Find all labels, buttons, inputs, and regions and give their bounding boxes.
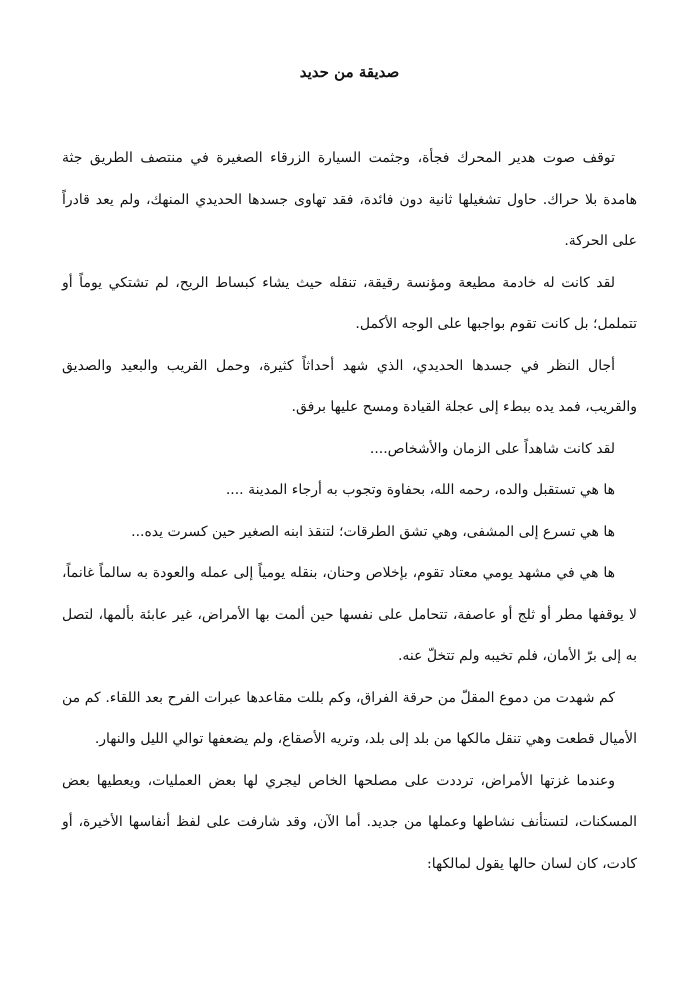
paragraph: لقد كانت له خادمة مطيعة ومؤنسة رقيقة، تنقله حيث يشاء كبساط الريح، لم تشتكي يوماً أو تتململ؛ بل كانت تقوم بواجبها على الوجه الأكمل.: [62, 274, 637, 332]
paragraph: ها هي في مشهد يومي معتاد تقوم، بإخلاص وحنان، بنقله يومياً إلى عمله والعودة به سالماً غانماً، لا يوقفها مطر أو ثلج أو عاصفة، تتحامل على نفسها حين ألمت بها الأمراض، غير عابئة بألمها، لتصل به إلى برّ الأمان، فلم تخيبه ولم تتخلّ عنه.: [62, 565, 637, 664]
page-title: صديقة من حديد: [299, 63, 400, 81]
paragraph: وعندما غزتها الأمراض، ترددت على مصلحها الخاص ليجري لها بعض العمليات، ويعطيها بعض المسكنات، لتستأنف نشاطها وعملها من جديد. أما الآن، وقد شارفت على لفظ أنفاسها الأخيرة، أو كادت، كان لسان حالها يقول لمالكها:: [62, 772, 637, 872]
paragraph: لقد كانت شاهداً على الزمان والأشخاص....: [369, 440, 615, 457]
paragraph: ها هي تستقبل والده، رحمه الله، بحفاوة وتجوب به أرجاء المدينة ....: [225, 482, 615, 498]
paragraph: أجال النظر في جسدها الحديدي، الذي شهد أحداثاً كثيرة، وحمل القريب والبعيد والصديق والقريب، فمد يده ببطء إلى عجلة القيادة ومسح عليها برفق.: [62, 357, 637, 415]
paragraph: توقف صوت هدير المحرك فجأة، وجثمت السيارة الزرقاء الصغيرة في منتصف الطريق جثة هامدة بلا حراك. حاول تشغيلها ثانية دون فائدة، فقد تهاوى جسدها الحديدي المنهك، ولم يعد قادراً على الحركة.: [62, 150, 637, 249]
paragraph: كم شهدت من دموع المقلّ من حرقة الفراق، وكم بللت مقاعدها عبرات الفرح بعد اللقاء. كم من الأميال قطعت وهي تنقل مالكها من بلد إلى بلد، وتريه الأصقاع، ولم يضعفها توالي الليل والنهار.: [62, 689, 637, 747]
story-body: [62, 138, 637, 885]
paragraph: ها هي تسرع إلى المشفى، وهي تشق الطرقات؛ لتنقذ ابنه الصغير حين كسرت يده...: [131, 523, 615, 540]
